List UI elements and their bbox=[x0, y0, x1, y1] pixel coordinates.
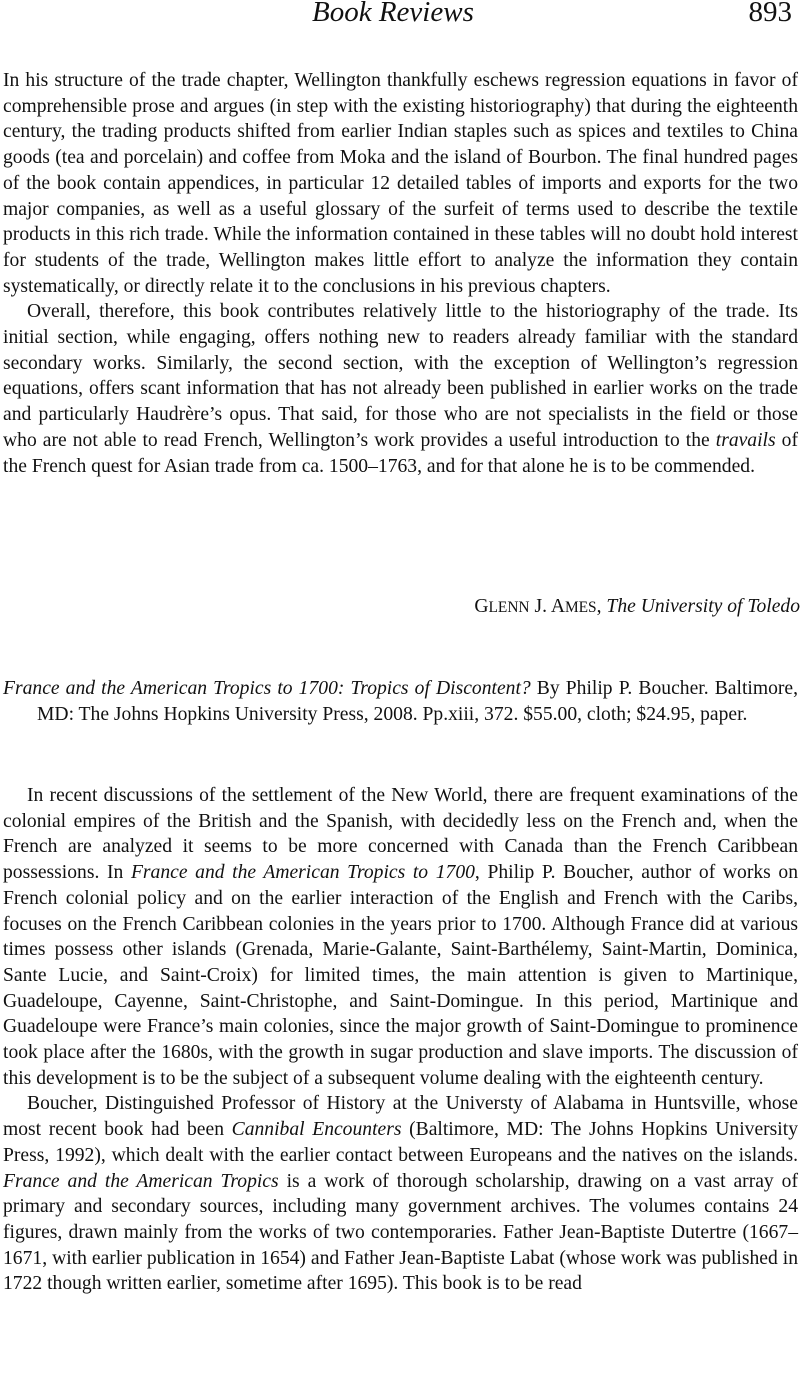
page-number: 893 bbox=[748, 0, 792, 28]
review2-paragraph-1-text: In recent discussions of the settlement of the New World, there are frequent examinations of the colonial empires of the British and the Spanish, with decidedly less on the French and, when the French are analyzed it seems to be more concerned with Canada than the French Caribbean possessions. In bbox=[3, 785, 798, 884]
review1-paragraph-2-italic: travails bbox=[715, 429, 776, 451]
review2-paragraph-2 bbox=[3, 1091, 798, 1297]
reviewer-last-rest: MES bbox=[564, 599, 597, 616]
reviewer-middle: J. bbox=[529, 596, 551, 617]
review2-paragraph-2-text-end: is a work of thorough scholarship, drawing on a vast array of primary and secondary sources, including many government archives. The volumes contains 24 figures, drawn mainly from the works of two contemporaries. Father Jean-Baptiste Dutertre (1667–1671, with earlier publication in 1654) and Father Jean-Baptiste Labat (whose work was published in 1722 though written earlier, sometime after 1695). This book is to be read bbox=[3, 1170, 798, 1295]
reviewer-last-initial: A bbox=[550, 596, 565, 617]
reviewer-affiliation: The University of Toledo bbox=[606, 596, 800, 617]
book-citation-title: France and the American Tropics to 1700: Tropics of Discontent? bbox=[3, 678, 531, 699]
reviewer-signature: GLENN J. AMES, The University of Toledo bbox=[474, 596, 800, 617]
book-citation bbox=[3, 676, 798, 727]
review2-paragraph-1 bbox=[3, 783, 798, 1091]
review1-paragraph-2-text: Overall, therefore, this book contributes relatively little to the historiography of the trade. Its initial section, while engaging, offers nothing new to readers already familiar with the standard secondary works. Similarly, the second section, with the exception of Wellington’s regression equations, offers scant information that has not already been published in earlier works on the trade and particularly Haudrère’s opus. That said, for those who are not specialists in the field or those who are not able to read French, Wellington’s work provides a useful introduction to the bbox=[3, 301, 798, 451]
reviewer-first-initial: G bbox=[474, 596, 489, 617]
running-head-title: Book Reviews bbox=[312, 0, 474, 28]
review2-paragraph-2-italic-1: Cannibal Encounters bbox=[231, 1119, 402, 1141]
review2-paragraph-2-italic-2: France and the American Tropics bbox=[3, 1170, 279, 1192]
review1-body bbox=[3, 68, 798, 479]
review2-paragraph-2-text: Boucher, Distinguished Professor of History at the Universty of Alabama in Huntsville, whose most recent book had been bbox=[3, 1093, 798, 1141]
review2-paragraph-2-text-mid: (Baltimore, MD: The Johns Hopkins University Press, 1992), which dealt with the earlier contact between Europeans and the natives on the islands. bbox=[3, 1119, 798, 1166]
reviewer-first-rest: LENN bbox=[488, 599, 530, 616]
review1-paragraph-1: In his structure of the trade chapter, Wellington thankfully eschews regression equations in favor of comprehensible prose and argues (in step with the existing historiography) that during the eighteenth century, the trading products shifted from earlier Indian staples such as spices and textiles to China goods (tea and porcelain) and coffee from Moka and the island of Bourbon. The final hundred pages of the book contain appendices, in particular 12 detailed tables of imports and exports for the two major companies, as well as a useful glossary of the surfeit of terms used to describe the textile products in this rich trade. While the information contained in these tables will no doubt hold interest for students of the trade, Wellington makes little effort to analyze the information they contain systematically, or directly relate it to the conclusions in his previous chapters. bbox=[3, 70, 798, 297]
book-citation-details: By Philip P. Boucher. Baltimore, MD: The Johns Hopkins University Press, 2008. Pp.xiii, 372. $55.00, cloth; $24.95, paper. bbox=[37, 678, 798, 725]
review2-paragraph-1-text-end: , Philip P. Boucher, author of works on French colonial policy and on the earlier interaction of the English and French with the Caribs, focuses on the French Caribbean colonies in the years prior to 1700. Although France did at various times possess other islands (Grenada, Marie-Galante, Saint-Barthélemy, Saint-Martin, Dominica, Sante Lucie, and Saint-Croix) for limited times, the main attention is given to Martinique, Guadeloupe, Cayenne, Saint-Christophe, and Saint-Domingue. In this period, Martinique and Guadeloupe were France’s main colonies, since the major growth of Saint-Domingue to prominence took place after the 1680s, with the growth in sugar production and slave imports. The discussion of this development is to be the subject of a subsequent volume dealing with the eighteenth century. bbox=[3, 862, 798, 1089]
review1-paragraph-2-text-end: of the French quest for Asian trade from ca. 1500–1763, and for that alone he is to be commended. bbox=[3, 429, 798, 477]
review1-paragraph-2 bbox=[3, 299, 798, 479]
running-head bbox=[0, 0, 800, 30]
review2-paragraph-1-italic: France and the American Tropics to 1700 bbox=[130, 862, 475, 884]
review2-body bbox=[3, 783, 798, 1297]
